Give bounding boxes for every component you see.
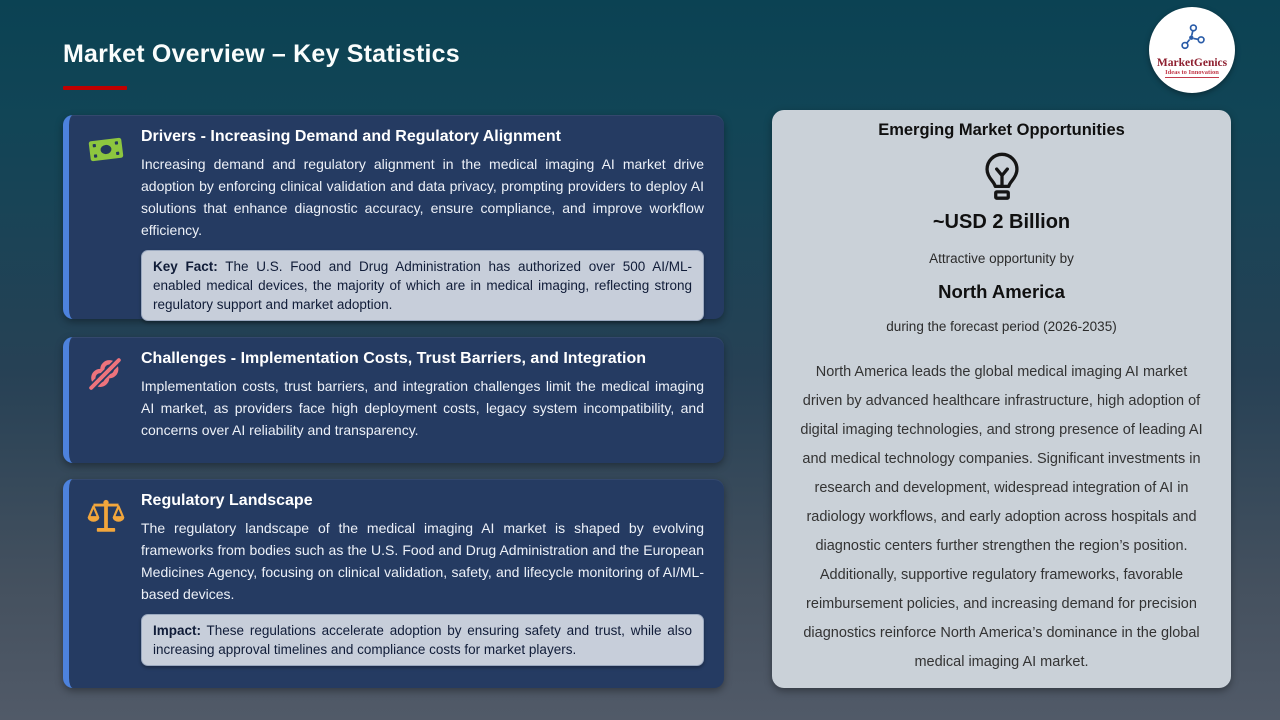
- balance-scale-icon: [86, 492, 126, 676]
- regulatory-card-title: Regulatory Landscape: [141, 492, 313, 509]
- drivers-card: [63, 115, 724, 319]
- lightbulb-icon: [792, 148, 1211, 209]
- money-bill-icon: [86, 128, 126, 307]
- impact-callout: [141, 614, 704, 666]
- key-fact-label: Key Fact:: [153, 259, 218, 274]
- logo-tagline: Ideas to Innovation: [1165, 68, 1219, 76]
- impact-text: These regulations accelerate adoption by ensuring safety and trust, while also increasing approval timelines and compliance costs for market players.: [153, 623, 692, 657]
- logo: [1149, 7, 1235, 93]
- logo-name: MarketGenics: [1156, 56, 1228, 69]
- opportunity-panel: [772, 110, 1231, 688]
- opportunity-period: during the forecast period (2026-2035): [886, 319, 1117, 334]
- molecule-icon: [1178, 23, 1206, 56]
- opportunity-subtitle: Attractive opportunity by: [929, 251, 1074, 266]
- unlink-icon: [86, 350, 126, 451]
- opportunity-value: ~USD 2 Billion: [932, 211, 1071, 233]
- drivers-card-title: Drivers - Increasing Demand and Regulatory Alignment: [141, 128, 561, 145]
- opportunity-description: North America leads the global medical imaging AI market driven by advanced healthcare infrastructure, high adoption of digital imaging technologies, and strong presence of leading AI and medical technology companies. Significant investments in research and development, widespread integration of AI in radiology workflows, and early adoption across hospitals and diagnostic centers further strengthen the region’s position. Additionally, supportive regulatory frameworks, favorable reimbursement policies, and increasing demand for precision diagnostics reinforce North America’s dominance in the global medical imaging AI market.: [800, 364, 1203, 670]
- key-fact-text: The U.S. Food and Drug Administration has authorized over 500 AI/ML-enabled medical devices, the majority of which are in medical imaging, reflecting strong regulatory support and market adoption.: [153, 259, 692, 312]
- page-title: Market Overview – Key Statistics: [63, 40, 460, 68]
- title-underline: [63, 86, 127, 90]
- drivers-card-body: Increasing demand and regulatory alignment in the medical imaging AI market drive adoption by enforcing clinical validation and data privacy, prompting providers to deploy AI solutions that enhance diagnostic accuracy, ensure compliance, and improve workflow efficiency.: [141, 156, 704, 238]
- opportunity-panel-title: Emerging Market Opportunities: [878, 121, 1125, 139]
- regulatory-card-body: The regulatory landscape of the medical imaging AI market is shaped by evolving frameworks from bodies such as the U.S. Food and Drug Administration and the European Medicines Agency, focusing on clinical validation, safety, and lifecycle monitoring of AI/ML-based devices.: [141, 520, 704, 602]
- opportunity-region: North America: [938, 281, 1065, 302]
- challenges-card: [63, 337, 724, 463]
- regulatory-card: [63, 479, 724, 688]
- impact-label: Impact:: [153, 623, 202, 638]
- challenges-card-body: Implementation costs, trust barriers, and integration challenges limit the medical imaging AI market, as providers face high deployment costs, legacy system incompatibility, and concerns over AI reliability and transparency.: [141, 378, 704, 438]
- key-fact-callout: [141, 250, 704, 321]
- challenges-card-title: Challenges - Implementation Costs, Trust Barriers, and Integration: [141, 350, 646, 367]
